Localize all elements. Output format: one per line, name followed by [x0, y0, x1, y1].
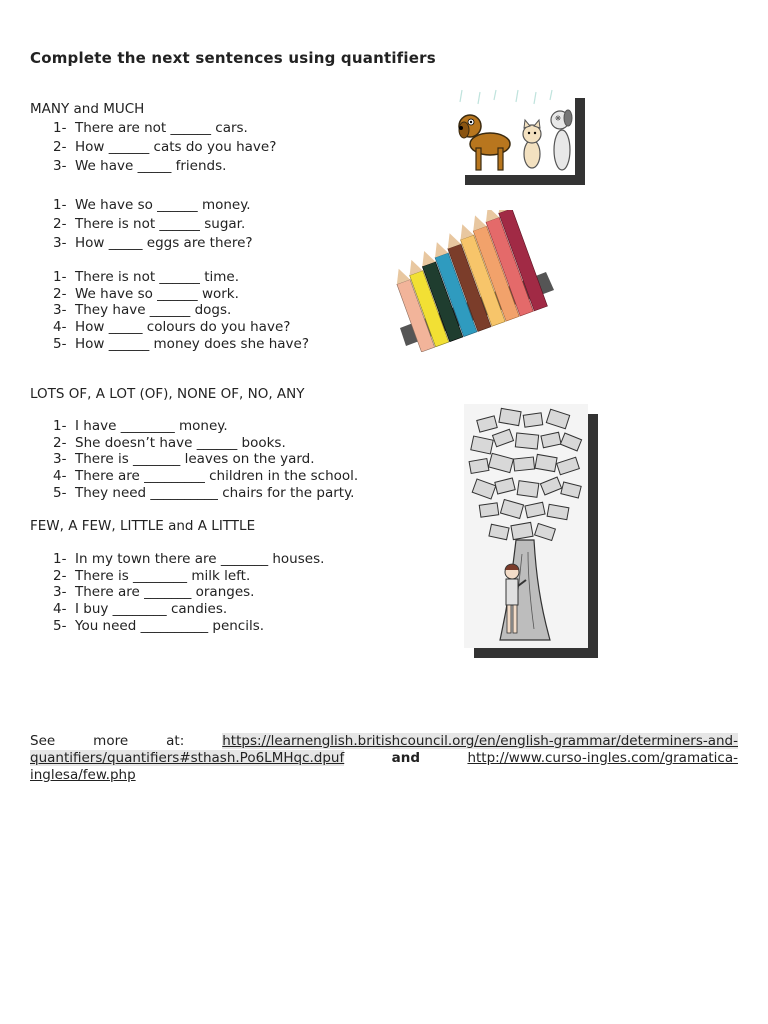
item-number: 1- — [53, 269, 67, 285]
item-number: 2- — [53, 567, 67, 584]
item-number: 4- — [53, 601, 67, 618]
item-text: How _____ eggs are there? — [75, 235, 253, 251]
list-item — [53, 286, 309, 303]
reference-link-british-council[interactable]: https://learnenglish.britishcouncil.org/en/english-grammar/determiners-and-quantifiers/quantifiers#sthash.Po6LMHqc.dpuf — [30, 733, 738, 766]
item-text: There are _________ children in the school. — [75, 468, 359, 485]
item-text: They need __________ chairs for the party. — [75, 484, 355, 501]
exercise-list-few-little — [53, 551, 324, 634]
item-number: 3- — [53, 158, 67, 174]
list-item — [53, 196, 253, 215]
item-number: 4- — [53, 319, 67, 336]
item-text: How ______ money does she have? — [75, 335, 310, 352]
item-text: There are _______ oranges. — [75, 584, 255, 601]
list-item — [53, 418, 358, 435]
item-text: There is not ______ time. — [75, 269, 240, 285]
exercise-list-many-much-2 — [53, 196, 253, 253]
item-text: We have so ______ work. — [75, 285, 239, 302]
list-item — [53, 157, 276, 176]
item-text: We have _____ friends. — [75, 158, 227, 174]
exercise-list-many-much-1 — [53, 119, 276, 176]
item-text: I buy ________ candies. — [75, 601, 228, 618]
item-text: There is _______ leaves on the yard. — [75, 451, 315, 468]
list-item — [53, 451, 358, 468]
list-item — [53, 138, 276, 157]
item-number: 2- — [53, 139, 67, 155]
list-item — [53, 435, 358, 452]
list-item — [53, 215, 253, 234]
item-number: 1- — [53, 120, 67, 136]
item-text: They have ______ dogs. — [75, 302, 232, 319]
item-number: 3- — [53, 584, 67, 601]
section-heading-few-little: FEW, A FEW, LITTLE and A LITTLE — [30, 518, 256, 534]
item-text: How ______ cats do you have? — [75, 139, 277, 155]
footer-references — [30, 733, 738, 784]
list-item — [53, 568, 324, 585]
list-item — [53, 601, 324, 618]
item-number: 2- — [53, 216, 67, 232]
list-item — [53, 302, 309, 319]
item-number: 3- — [53, 302, 67, 319]
list-item — [53, 485, 358, 502]
page-title: Complete the next sentences using quantifiers — [30, 49, 436, 67]
footer-prefix: See more at: — [30, 733, 185, 749]
item-text: You need __________ pencils. — [75, 617, 265, 634]
item-text: She doesn’t have ______ books. — [75, 434, 286, 451]
item-number: 4- — [53, 468, 67, 485]
footer-conjunction: and — [391, 750, 421, 766]
colored-pencils-image — [378, 210, 560, 352]
item-number: 5- — [53, 484, 67, 501]
list-item — [53, 618, 324, 635]
item-text: I have ________ money. — [75, 418, 228, 434]
list-item — [53, 234, 253, 253]
item-number: 2- — [53, 434, 67, 451]
animals-image — [452, 88, 588, 188]
list-item — [53, 269, 309, 286]
item-text: We have so ______ money. — [75, 197, 251, 213]
item-text: There are not ______ cars. — [75, 120, 248, 136]
item-number: 1- — [53, 197, 67, 213]
list-item — [53, 584, 324, 601]
list-item — [53, 551, 324, 568]
reference-link-curso-ingles[interactable]: http://www.curso-ingles.com/gramatica-inglesa/few.php — [30, 750, 738, 783]
exercise-list-many-much-3 — [53, 269, 309, 352]
item-text: In my town there are _______ houses. — [75, 551, 325, 567]
section-heading-many-much: MANY and MUCH — [30, 101, 145, 117]
section-heading-lots-of: LOTS OF, A LOT (OF), NONE OF, NO, ANY — [30, 386, 305, 402]
exercise-list-lots-of — [53, 418, 358, 501]
list-item — [53, 336, 309, 353]
item-text: There is ________ milk left. — [75, 567, 251, 584]
item-number: 5- — [53, 335, 67, 352]
list-item — [53, 319, 309, 336]
item-number: 5- — [53, 617, 67, 634]
item-number: 1- — [53, 418, 67, 434]
item-number: 3- — [53, 451, 67, 468]
book-tree-image — [464, 404, 600, 660]
item-text: There is not ______ sugar. — [75, 216, 246, 232]
item-text: How _____ colours do you have? — [75, 319, 291, 336]
item-number: 3- — [53, 235, 67, 251]
list-item — [53, 468, 358, 485]
item-number: 2- — [53, 285, 67, 302]
list-item — [53, 119, 276, 138]
item-number: 1- — [53, 551, 67, 567]
